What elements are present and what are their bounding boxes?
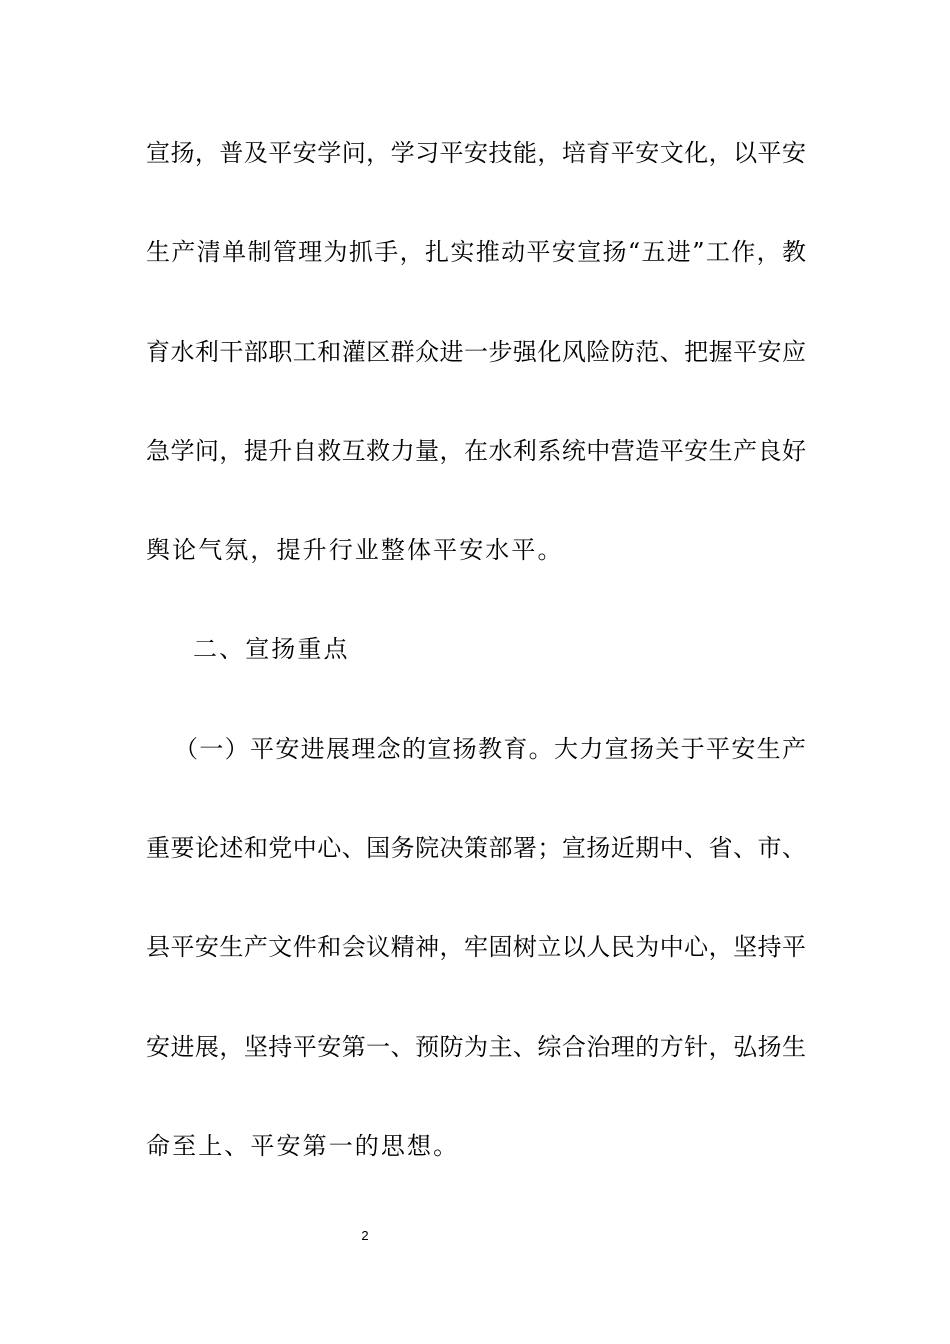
subsection-line-4: 安进展，坚持平安第一、预防为主、综合治理的方针，弘扬生 bbox=[146, 1033, 806, 1061]
section-heading: 二、宣扬重点 bbox=[193, 635, 350, 663]
paragraph-line-5: 舆论气氛，提升行业整体平安水平。 bbox=[146, 536, 564, 564]
subsection-line-1: （一）平安进展理念的宣扬教育。大力宣扬关于平安生产 bbox=[174, 735, 806, 763]
paragraph-line-4: 急学问，提升自救互救力量，在水利系统中营造平安生产良好 bbox=[146, 437, 806, 465]
paragraph-line-1: 宣扬，普及平安学问，学习平安技能，培育平安文化，以平安 bbox=[146, 139, 806, 167]
paragraph-line-2: 生产清单制管理为抓手，扎实推动平安宣扬“五进”工作，教 bbox=[146, 238, 806, 266]
paragraph-line-3: 育水利干部职工和灌区群众进一步强化风险防范、把握平安应 bbox=[146, 338, 806, 366]
subsection-line-5: 命至上、平安第一的思想。 bbox=[146, 1132, 460, 1160]
page-number: 2 bbox=[361, 1228, 369, 1243]
subsection-line-3: 县平安生产文件和会议精神，牢固树立以人民为中心，坚持平 bbox=[146, 933, 806, 961]
subsection-line-2: 重要论述和党中心、国务院决策部署；宣扬近期中、省、市、 bbox=[146, 834, 806, 862]
